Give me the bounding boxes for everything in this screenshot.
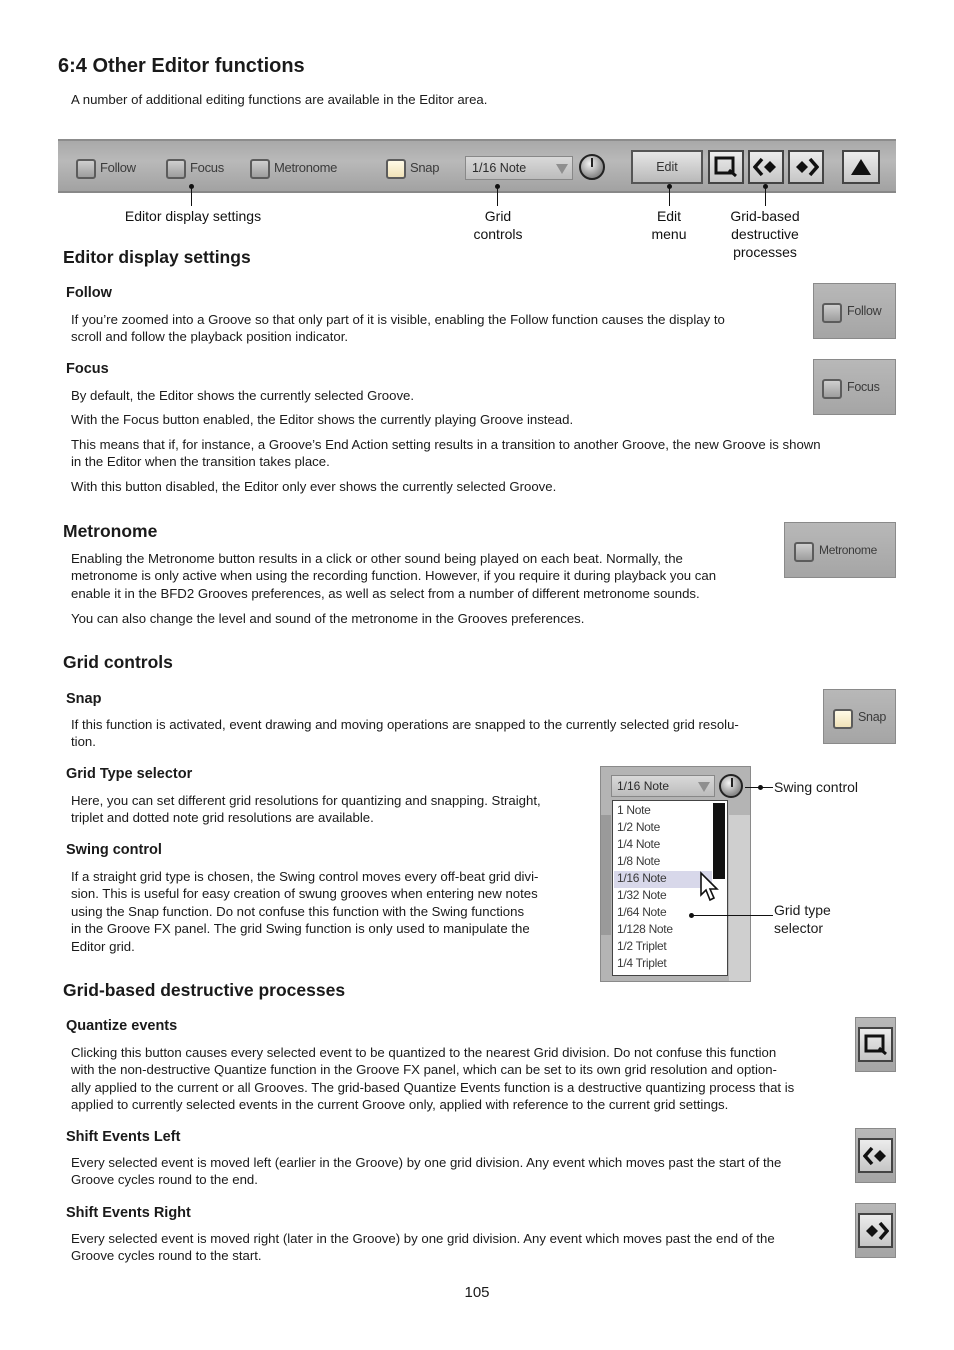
text-line: metronome is only active when using the recording function. However, if you require it during playback you can — [71, 568, 717, 584]
shift-right-button[interactable] — [788, 150, 824, 184]
follow-button-image — [813, 283, 896, 339]
text-line: in the Groove FX panel. The grid Swing function is only used to manipulate the — [71, 921, 530, 937]
callout-line — [669, 188, 670, 206]
grid-type-current: 1/16 Note — [617, 779, 670, 793]
grid-type-selector-label — [774, 901, 831, 937]
metronome-button-image — [784, 522, 896, 578]
subsection-title-swing: Swing control — [66, 842, 162, 858]
shift-right-text — [71, 1230, 775, 1265]
triangle-up-icon — [849, 157, 873, 177]
section-title-metronome: Metronome — [63, 521, 158, 541]
text-line: If a straight grid type is chosen, the Swing control moves every off-beat grid divi- — [71, 869, 539, 884]
swing-control-label: Swing control — [774, 779, 859, 795]
follow-image-label: Follow — [847, 304, 882, 318]
text-line: using the Snap function. Do not confuse this function with the Swing functions — [71, 903, 525, 919]
shift-right-icon — [863, 1221, 889, 1241]
snap-text — [71, 716, 739, 751]
shift-left-icon — [863, 1146, 889, 1166]
quantize-button[interactable] — [708, 150, 744, 184]
editor-background — [601, 815, 611, 935]
quantize-text — [71, 1044, 794, 1114]
focus-text-3 — [71, 436, 821, 471]
focus-text-1: By default, the Editor shows the currently selected Groove. — [71, 388, 415, 403]
collapse-button[interactable] — [842, 150, 880, 184]
metronome-label: Metronome — [274, 160, 338, 175]
text-line: Every selected event is moved left (earlier in the Groove) by one grid division. Any event which moves past the start of the — [71, 1155, 782, 1170]
follow-checkbox-image — [822, 303, 842, 323]
page-number: 105 — [464, 1284, 490, 1301]
subsection-title-follow: Follow — [66, 285, 112, 301]
focus-checkbox[interactable] — [166, 159, 186, 179]
text-line: ally applied to the current or all Grooves. The grid-based Quantize Events function is a destructive quantizing process that is — [71, 1079, 795, 1095]
grid-type-option[interactable]: 1/64 Note — [617, 905, 667, 919]
shift-left-button[interactable] — [748, 150, 784, 184]
snap-label: Snap — [410, 160, 440, 175]
grid-type-option[interactable]: 1/4 Note — [617, 837, 660, 851]
callout-grid-based-line3: processes — [733, 244, 797, 260]
grid-type-options-list — [612, 800, 728, 976]
section-title-editor-display: Editor display settings — [63, 247, 251, 267]
text-line: Groove cycles round to the start. — [71, 1248, 262, 1264]
follow-text — [71, 311, 725, 346]
callout-line — [765, 188, 766, 206]
focus-text-2: With the Focus button enabled, the Editor shows the currently playing Groove instead. — [71, 412, 574, 427]
text-line: If this function is activated, event drawing and moving operations are snapped to the currently selected grid resolu- — [71, 717, 739, 732]
quantize-icon — [714, 156, 738, 178]
shift-right-button-image — [855, 1203, 896, 1258]
grid-type-option[interactable]: 1/2 Triplet — [617, 939, 667, 953]
metronome-checkbox[interactable] — [250, 159, 270, 179]
text-line: sion. This is useful for easy creation of swung grooves when entering new notes — [71, 886, 538, 902]
intro-text: A number of additional editing functions are available in the Editor area. — [71, 92, 488, 107]
dropdown-arrow-icon — [698, 782, 710, 792]
shift-right-icon — [793, 157, 819, 177]
subsection-title-grid-type: Grid Type selector — [66, 766, 193, 782]
swing-text — [71, 868, 538, 955]
callout-grid-based-line2: destructive — [731, 226, 799, 242]
callout-edit-menu-line2: menu — [651, 226, 687, 242]
editor-background — [729, 815, 751, 982]
grid-type-text — [71, 792, 541, 827]
grid-type-dropdown-figure — [600, 766, 751, 982]
section-title-destructive: Grid-based destructive processes — [63, 980, 346, 1000]
text-line: scroll and follow the playback position indicator. — [71, 329, 349, 345]
callout-grid-based-line1: Grid-based — [730, 208, 800, 224]
text-line: Every selected event is moved right (later in the Groove) by one grid division. Any event which moves past the end of the — [71, 1231, 775, 1246]
metronome-image-label: Metronome — [819, 543, 877, 557]
grid-type-option[interactable]: 1/2 Note — [617, 820, 660, 834]
callout-grid-controls-line1: Grid — [484, 208, 512, 224]
swing-knob-figure[interactable] — [719, 774, 743, 798]
callout-grid-controls — [448, 207, 548, 243]
text-line: triplet and dotted note grid resolutions are available. — [71, 810, 374, 826]
grid-type-value: 1/16 Note — [472, 161, 527, 175]
text-line: Here, you can set different grid resolutions for quantizing and snapping. Straight, — [71, 793, 541, 808]
text-line: in the Editor when the transition takes place. — [71, 454, 330, 470]
metronome-text-1 — [71, 550, 716, 602]
text-line: Groove cycles round to the end. — [71, 1172, 258, 1188]
focus-image-label: Focus — [847, 380, 880, 394]
focus-button-image — [813, 359, 896, 415]
grid-type-option[interactable]: 1 Note — [617, 803, 651, 817]
grid-type-option[interactable]: 1/16 Note — [617, 871, 667, 885]
callout-line — [693, 915, 773, 916]
callout-line — [497, 188, 498, 206]
callout-grid-controls-line2: controls — [473, 226, 523, 242]
shift-left-image-button — [858, 1138, 893, 1173]
editor-toolbar — [58, 139, 896, 193]
mouse-cursor-icon — [699, 871, 719, 903]
subsection-title-quantize: Quantize events — [66, 1018, 178, 1034]
text-line: If you’re zoomed into a Groove so that only part of it is visible, enabling the Follow function causes the display to — [71, 312, 725, 327]
text-line: with the non-destructive Quantize function in the Groove FX panel, which can be set to its own grid resolution and option- — [71, 1062, 777, 1078]
shift-right-image-button — [858, 1213, 893, 1248]
text-line: This means that if, for instance, a Groove’s End Action setting results in a transition to another Groove, the new Groove is shown — [71, 437, 821, 452]
subsection-title-snap: Snap — [66, 691, 102, 707]
focus-text-4: With this button disabled, the Editor only ever shows the currently selected Groove. — [71, 479, 557, 494]
text-line: applied to currently selected events in the current Groove only, applied with reference to the current grid settings. — [71, 1097, 729, 1113]
dropdown-arrow-icon — [556, 164, 568, 174]
callout-line — [191, 188, 192, 206]
quantize-icon — [864, 1034, 888, 1056]
text-line: Editor grid. — [71, 938, 135, 954]
text-line: enable it in the BFD2 Grooves preferences, as well as select from a number of different metronome sounds. — [71, 585, 700, 601]
grid-type-select-figure[interactable] — [611, 775, 715, 797]
snap-checkbox[interactable] — [386, 159, 406, 179]
grid-type-option[interactable]: 1/4 Triplet — [617, 956, 667, 970]
section-title-grid: Grid controls — [63, 652, 173, 672]
quantize-image-button — [858, 1027, 893, 1062]
follow-checkbox[interactable] — [76, 159, 96, 179]
label-line: selector — [774, 920, 824, 936]
shift-left-icon — [753, 157, 779, 177]
metronome-checkbox-image — [794, 542, 814, 562]
follow-label: Follow — [100, 160, 136, 175]
subsection-title-shift-left: Shift Events Left — [66, 1129, 181, 1145]
callout-grid-based — [710, 207, 820, 261]
metronome-text-2: You can also change the level and sound of the metronome in the Grooves preferences. — [71, 611, 585, 626]
label-line: Grid type — [774, 902, 831, 918]
grid-type-option[interactable]: 1/128 Note — [617, 922, 673, 936]
callout-line — [745, 787, 773, 788]
page-title: 6:4 Other Editor functions — [58, 55, 305, 77]
swing-knob[interactable] — [579, 154, 605, 180]
shift-left-button-image — [855, 1128, 896, 1183]
callout-edit-menu — [629, 207, 709, 243]
grid-type-option[interactable]: 1/32 Note — [617, 888, 667, 902]
shift-left-text — [71, 1154, 781, 1189]
edit-menu-button[interactable]: Edit — [631, 150, 703, 184]
subsection-title-focus: Focus — [66, 361, 109, 377]
callout-edit-menu-line1: Edit — [656, 208, 682, 224]
quantize-button-image — [855, 1017, 896, 1072]
text-line: tion. — [71, 734, 96, 750]
focus-label: Focus — [190, 160, 224, 175]
snap-button-image — [823, 689, 896, 744]
text-line: Clicking this button causes every selected event to be quantized to the nearest Grid division. Do not confuse this function — [71, 1045, 777, 1060]
snap-image-label: Snap — [858, 710, 886, 724]
subsection-title-shift-right: Shift Events Right — [66, 1205, 191, 1221]
grid-type-option[interactable]: 1/8 Note — [617, 854, 660, 868]
grid-type-select[interactable] — [465, 156, 573, 180]
callout-editor-display: Editor display settings — [124, 208, 262, 224]
dropdown-scrollbar[interactable] — [713, 803, 725, 879]
text-line: Enabling the Metronome button results in a click or other sound being played on each beat. Normally, the — [71, 551, 683, 566]
focus-checkbox-image — [822, 379, 842, 399]
snap-checkbox-image — [833, 709, 853, 729]
